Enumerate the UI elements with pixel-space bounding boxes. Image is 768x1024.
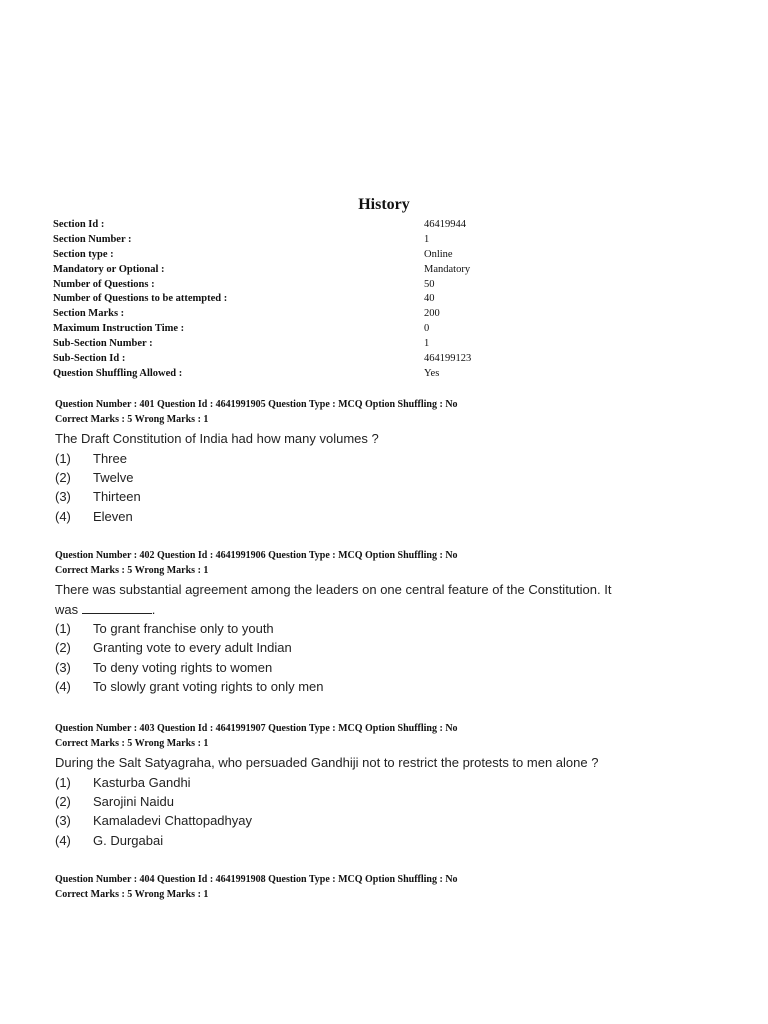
option-number: (3)	[55, 659, 71, 675]
question-marks: Correct Marks : 5 Wrong Marks : 1	[55, 413, 209, 425]
option-text: Eleven	[93, 508, 133, 524]
option-item	[55, 773, 715, 792]
option-number: (4)	[55, 508, 71, 524]
question-meta: Question Number : 404 Question Id : 4641991908 Question Type : MCQ Option Shuffling : No	[55, 874, 458, 885]
info-row	[53, 233, 653, 248]
info-label: Section Id :	[53, 219, 105, 230]
question-block	[55, 549, 715, 697]
option-number: (1)	[55, 774, 71, 790]
option-item	[55, 638, 715, 657]
option-list	[55, 449, 715, 527]
info-row	[53, 248, 653, 263]
question-meta: Question Number : 402 Question Id : 4641991906 Question Type : MCQ Option Shuffling : No	[55, 550, 458, 561]
info-label: Section Marks :	[53, 308, 125, 320]
question-text: There was substantial agreement among the leaders on one central feature of the Constitution. It	[55, 582, 612, 597]
option-number: (2)	[55, 793, 71, 809]
question-meta: Question Number : 403 Question Id : 4641991907 Question Type : MCQ Option Shuffling : No	[55, 723, 458, 734]
info-value: 0	[424, 323, 430, 335]
info-value: 1	[424, 233, 430, 245]
info-label: Section Number :	[53, 233, 132, 245]
option-item	[55, 619, 715, 638]
info-row	[53, 337, 653, 352]
option-item	[55, 792, 715, 811]
option-text: Twelve	[93, 469, 134, 485]
option-number: (1)	[55, 450, 71, 466]
answer-blank	[82, 601, 152, 614]
option-text: Kamaladevi Chattopadhyay	[93, 813, 252, 829]
option-number: (3)	[55, 489, 71, 505]
option-item	[55, 811, 715, 830]
info-value: 200	[424, 308, 440, 320]
info-value: 464199123	[424, 353, 472, 365]
question-marks: Correct Marks : 5 Wrong Marks : 1	[55, 564, 209, 576]
option-text: Thirteen	[93, 489, 141, 505]
option-item	[55, 677, 715, 696]
info-label: Sub-Section Number :	[53, 338, 153, 350]
option-number: (2)	[55, 469, 71, 485]
option-text: Granting vote to every adult Indian	[93, 640, 292, 656]
question-text-word: was	[55, 601, 79, 617]
option-item	[55, 449, 715, 468]
info-row	[53, 218, 653, 233]
option-list	[55, 619, 715, 697]
option-text: To slowly grant voting rights to only men	[93, 679, 324, 695]
question-text: The Draft Constitution of India had how many volumes ?	[55, 431, 379, 446]
info-row	[53, 292, 653, 307]
question-block	[55, 873, 715, 902]
option-number: (1)	[55, 621, 71, 636]
info-label: Section type :	[53, 248, 114, 260]
option-number: (4)	[55, 832, 71, 848]
option-number: (4)	[55, 679, 71, 695]
info-label: Sub-Section Id :	[53, 353, 126, 365]
info-label: Question Shuffling Allowed :	[53, 367, 183, 379]
option-item	[55, 831, 715, 850]
option-number: (2)	[55, 640, 71, 656]
info-value: 40	[424, 293, 435, 305]
question-block	[55, 722, 715, 850]
info-row	[53, 278, 653, 293]
question-text: During the Salt Satyagraha, who persuaded Gandhiji not to restrict the protests to men alone ?	[55, 755, 599, 770]
option-text: To grant franchise only to youth	[93, 621, 274, 636]
question-marks: Correct Marks : 5 Wrong Marks : 1	[55, 737, 209, 749]
question-text-end: .	[151, 601, 156, 617]
option-item	[55, 507, 715, 526]
option-item	[55, 658, 715, 677]
info-row	[53, 367, 653, 382]
question-meta: Question Number : 401 Question Id : 4641991905 Question Type : MCQ Option Shuffling : No	[55, 399, 458, 410]
option-text: Three	[93, 450, 127, 466]
option-text: To deny voting rights to women	[93, 659, 273, 675]
info-row	[53, 263, 653, 278]
info-value: 50	[424, 278, 435, 290]
question-text-continued	[55, 600, 715, 620]
option-number: (3)	[55, 813, 71, 829]
option-item	[55, 487, 715, 506]
info-row	[53, 307, 653, 322]
option-text: Kasturba Gandhi	[93, 774, 191, 790]
info-label: Number of Questions :	[53, 278, 155, 290]
option-item	[55, 468, 715, 487]
info-value: Yes	[424, 367, 440, 379]
info-label: Mandatory or Optional :	[53, 263, 165, 275]
question-marks: Correct Marks : 5 Wrong Marks : 1	[55, 888, 209, 900]
info-value: 46419944	[424, 219, 466, 230]
info-label: Maximum Instruction Time :	[53, 323, 185, 335]
section-info-table	[53, 218, 653, 382]
info-value: 1	[424, 338, 430, 350]
info-row	[53, 352, 653, 367]
info-value: Mandatory	[424, 263, 471, 275]
info-label: Number of Questions to be attempted :	[53, 293, 228, 305]
info-row	[53, 322, 653, 337]
option-list	[55, 773, 715, 851]
question-block	[55, 398, 715, 526]
info-value: Online	[424, 248, 453, 260]
option-text: G. Durgabai	[93, 832, 164, 848]
section-title: History	[358, 196, 410, 213]
option-text: Sarojini Naidu	[93, 793, 174, 809]
